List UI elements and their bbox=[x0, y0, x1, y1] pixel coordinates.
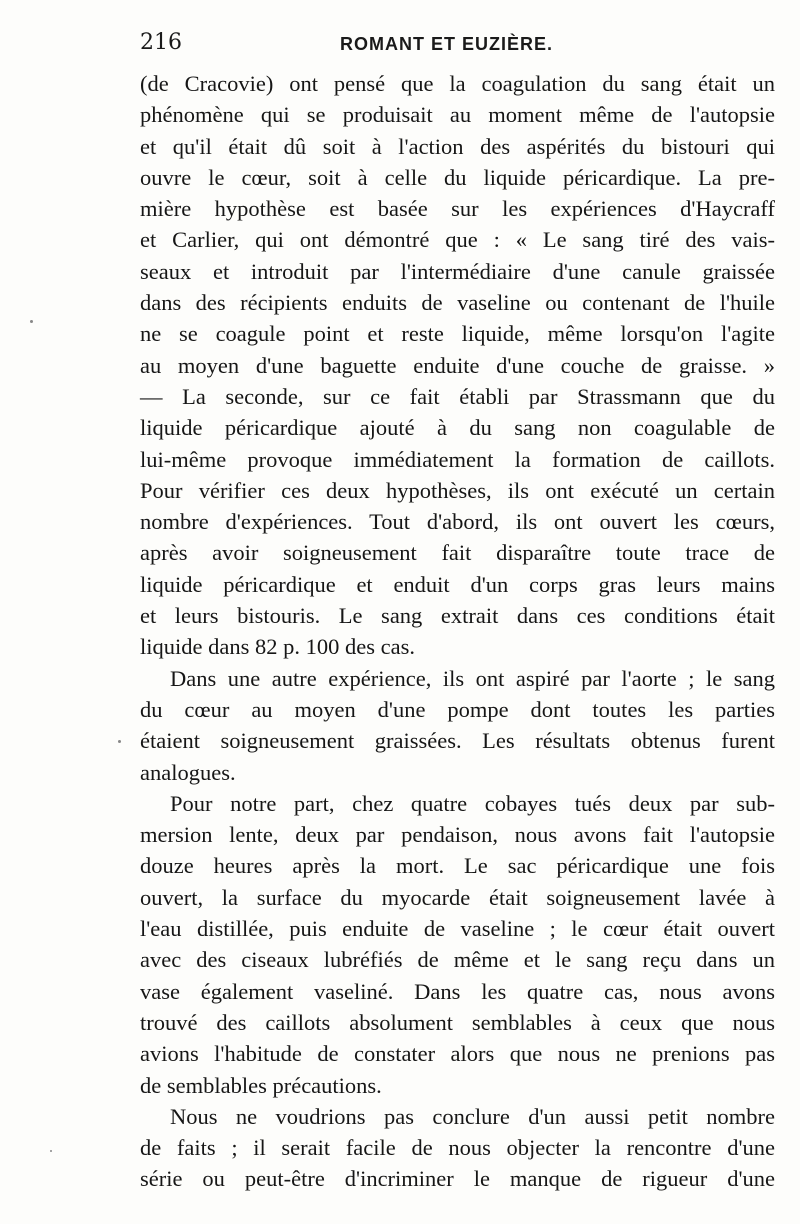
text-line: mière hypothèse est basée sur les expériences d'Haycraff bbox=[140, 196, 775, 222]
text-line: lui-même provoque immédiatement la formation de caillots. bbox=[140, 446, 775, 472]
text-line: — La seconde, sur ce fait établi par Strassmann que du bbox=[140, 383, 775, 409]
text-line: Nous ne voudrions pas conclure d'un aussi petit nombre bbox=[170, 1103, 775, 1129]
text-line: l'eau distillée, puis enduite de vaseline ; le cœur était ouvert bbox=[140, 916, 775, 942]
text-line: ouvert, la surface du myocarde était soigneusement lavée à bbox=[140, 884, 775, 910]
text-line: ne se coagule point et reste liquide, même lorsqu'on l'agite bbox=[140, 321, 775, 347]
paragraph-4 bbox=[140, 1101, 775, 1195]
text-line: seaux et introduit par l'intermédiaire d'une canule graissée bbox=[140, 258, 775, 284]
text-line: après avoir soigneusement fait disparaître toute trace de bbox=[140, 540, 775, 566]
text-line: au moyen d'une baguette enduite d'une couche de graisse. » bbox=[140, 352, 775, 378]
text-line: Dans une autre expérience, ils ont aspiré par l'aorte ; le sang bbox=[170, 665, 775, 691]
text-line: vase également vaseliné. Dans les quatre cas, nous avons bbox=[140, 978, 775, 1004]
text-line: phénomène qui se produisait au moment même de l'autopsie bbox=[140, 102, 775, 128]
text-line: Pour vérifier ces deux hypothèses, ils ont exécuté un certain bbox=[140, 477, 775, 503]
text-line: et leurs bistouris. Le sang extrait dans ces conditions était bbox=[140, 603, 775, 629]
paragraph-3 bbox=[140, 788, 775, 1101]
paragraph-1 bbox=[140, 68, 775, 663]
text-line: ouvre le cœur, soit à celle du liquide péricardique. La pre- bbox=[140, 164, 775, 190]
text-line: et qu'il était dû soit à l'action des aspérités du bistouri qui bbox=[140, 133, 775, 159]
text-line: liquide dans 82 p. 100 des cas. bbox=[140, 634, 415, 660]
text-line: liquide péricardique et enduit d'un corps gras leurs mains bbox=[140, 571, 775, 597]
text-line: et Carlier, qui ont démontré que : « Le sang tiré des vais- bbox=[140, 227, 775, 253]
text-line: (de Cracovie) ont pensé que la coagulation du sang était un bbox=[140, 71, 775, 96]
scan-speck bbox=[50, 1150, 52, 1152]
running-head bbox=[140, 30, 770, 64]
text-line: analogues. bbox=[140, 759, 236, 785]
text-line: du cœur au moyen d'une pompe dont toutes les parties bbox=[140, 696, 775, 722]
text-line: trouvé des caillots absolument semblables à ceux que nous bbox=[140, 1009, 775, 1035]
paragraph-2 bbox=[140, 663, 775, 788]
text-line: avions l'habitude de constater alors que nous ne prenions pas bbox=[140, 1041, 775, 1067]
text-line: de faits ; il serait facile de nous objecter la rencontre d'une bbox=[140, 1135, 775, 1161]
text-line: avec des ciseaux lubréfiés de même et le sang reçu dans un bbox=[140, 947, 775, 973]
text-line: mersion lente, deux par pendaison, nous avons fait l'autopsie bbox=[140, 822, 775, 848]
text-line: étaient soigneusement graissées. Les résultats obtenus furent bbox=[140, 728, 775, 754]
text-line: douze heures après la mort. Le sac péricardique une fois bbox=[140, 853, 775, 879]
text-line: nombre d'expériences. Tout d'abord, ils ont ouvert les cœurs, bbox=[140, 509, 775, 535]
text-line: série ou peut-être d'incriminer le manque de rigueur d'une bbox=[140, 1166, 775, 1192]
body-text bbox=[140, 68, 775, 1195]
text-line: de semblables précautions. bbox=[140, 1072, 382, 1098]
scan-speck bbox=[118, 740, 121, 743]
scan-speck bbox=[30, 320, 33, 323]
text-line: dans des récipients enduits de vaseline ou contenant de l'huile bbox=[140, 290, 775, 316]
running-title: ROMANT ET EUZIÈRE. bbox=[340, 34, 554, 54]
text-line: Pour notre part, chez quatre cobayes tués deux par sub- bbox=[170, 790, 775, 816]
text-line: liquide péricardique ajouté à du sang non coagulable de bbox=[140, 415, 775, 441]
page-number: 216 bbox=[140, 30, 182, 55]
